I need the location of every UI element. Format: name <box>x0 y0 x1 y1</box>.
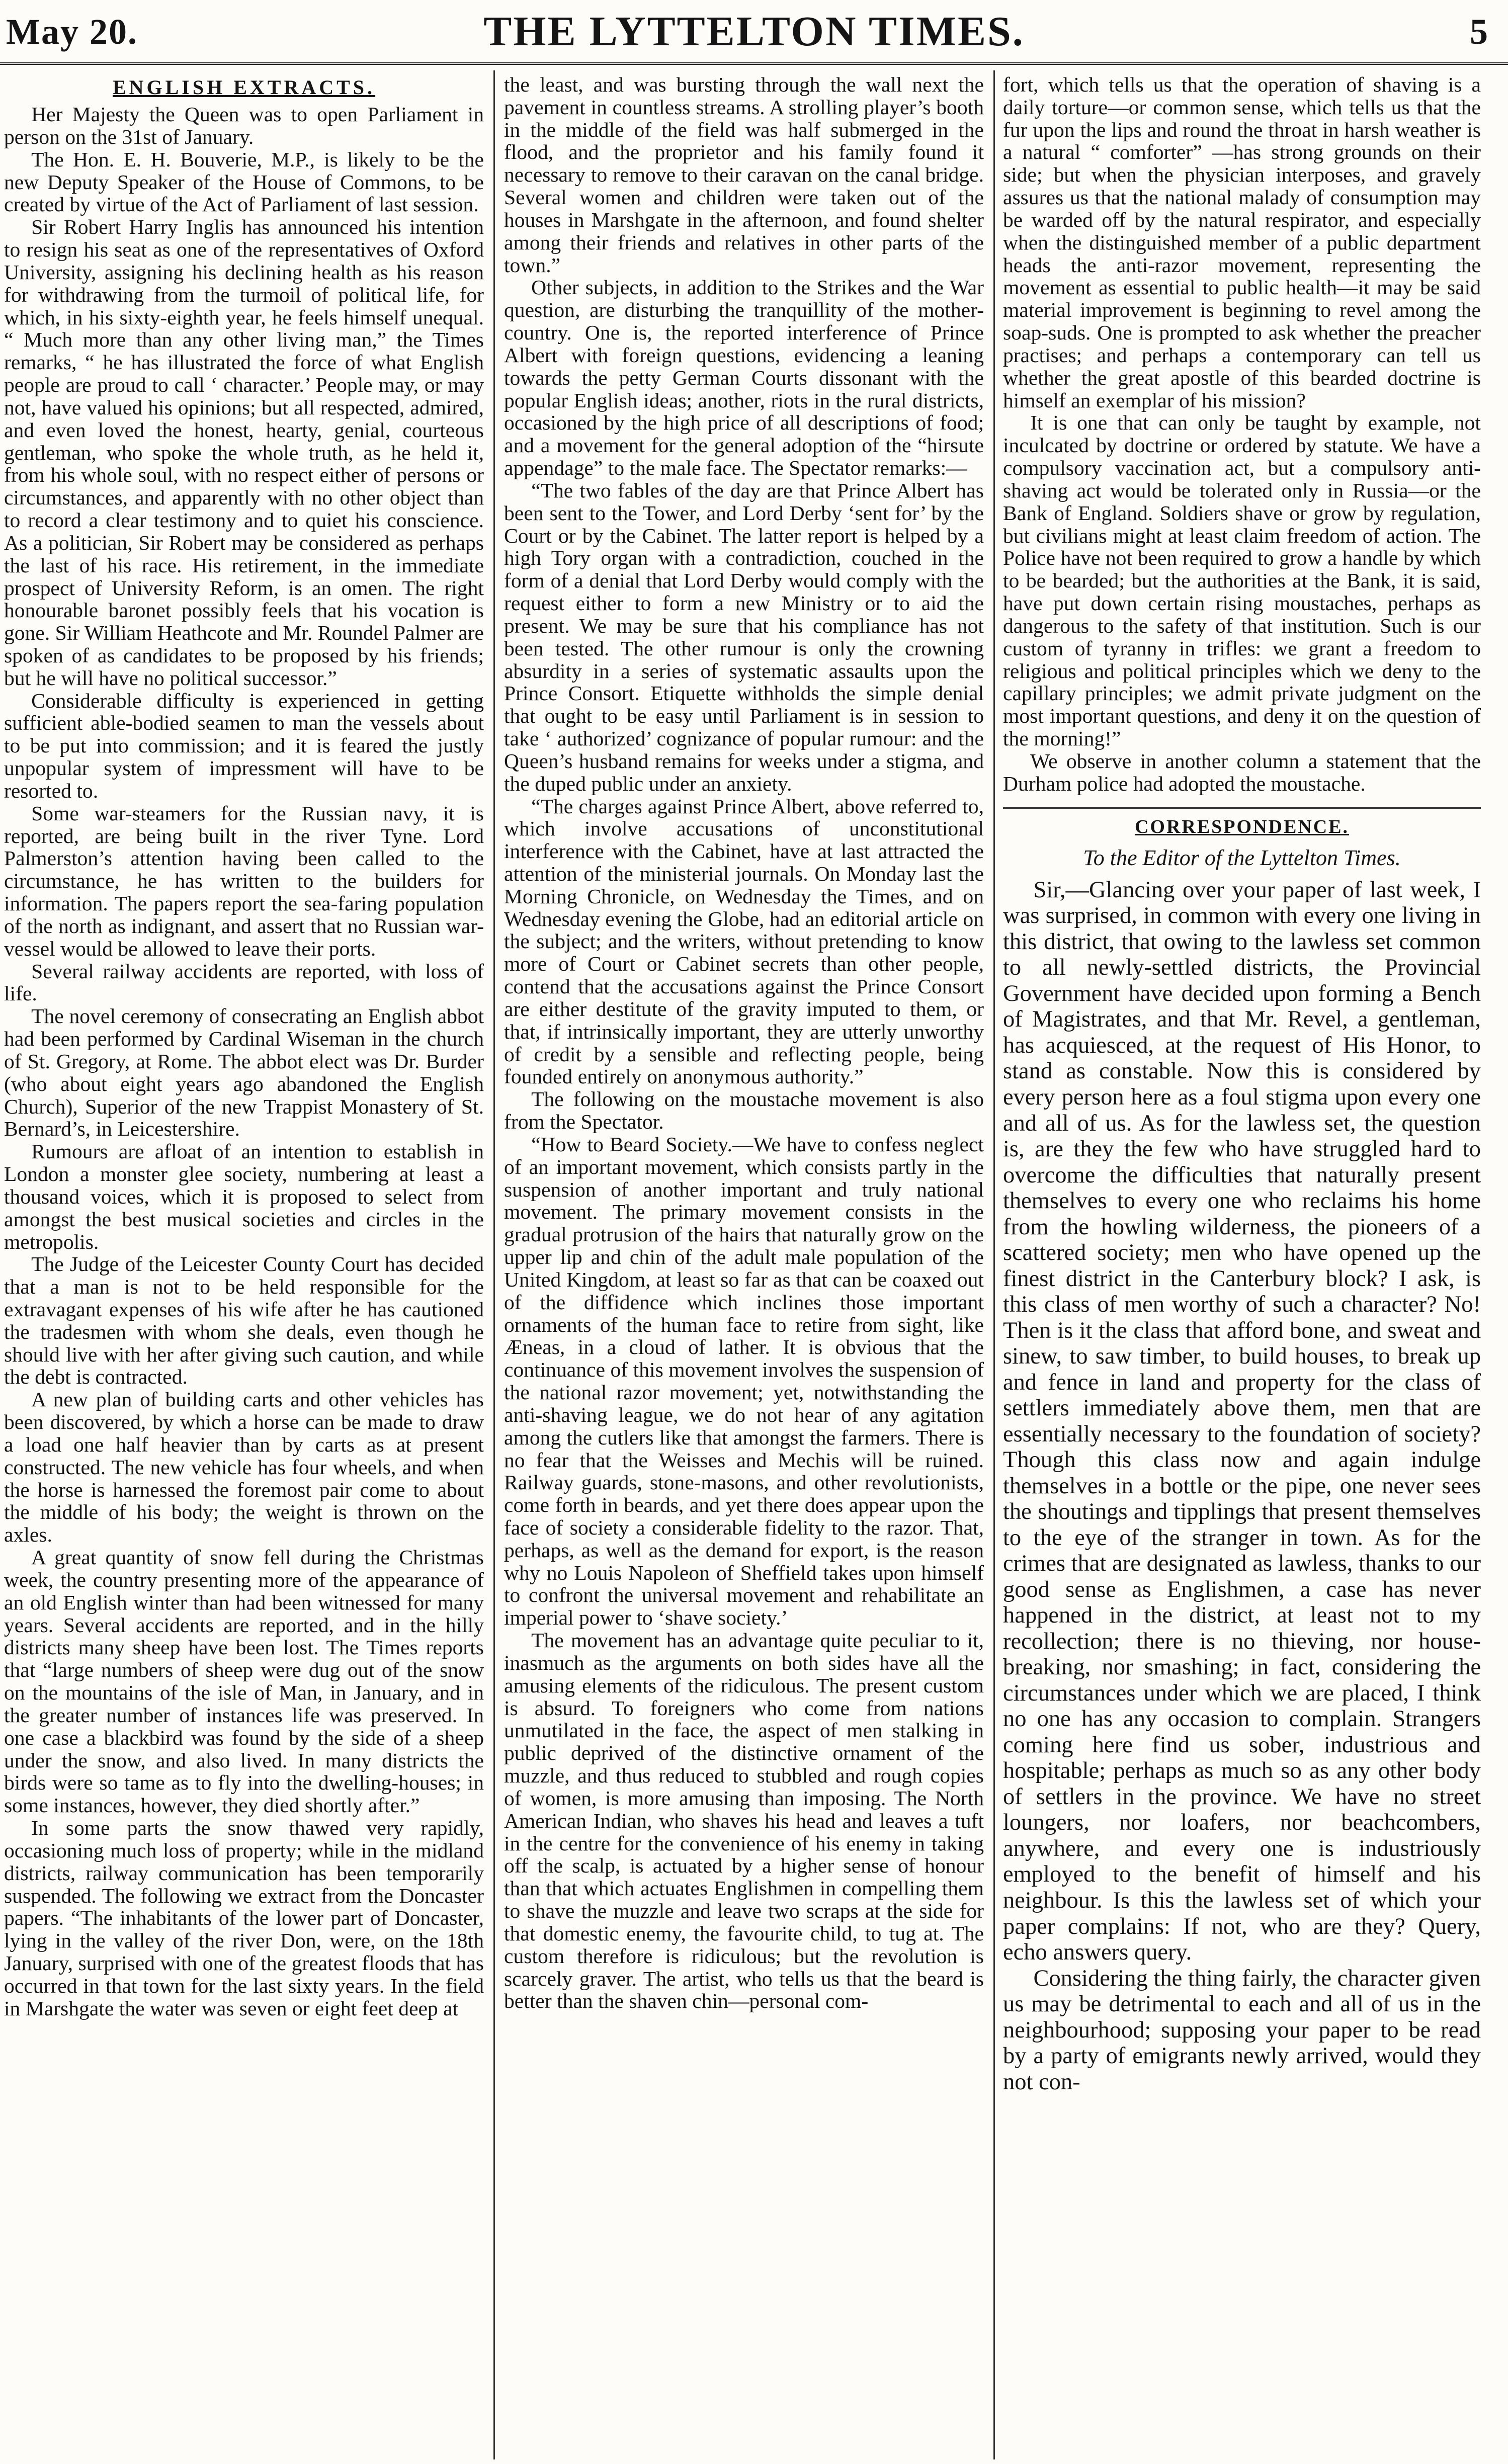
column-2 <box>504 73 984 2457</box>
letter-body <box>1003 877 1481 2095</box>
article-paragraph: fort, which tells us that the operation of shaving is a daily torture—or common sense, which tells us that the fur upon the lips and round the throat in harsh weather is a natural “ comforter” —has strong grounds on their side; but when the physician interposes, and gravely assures us that the national malady of consumption may be warded off by the natural respirator, and especially when the distinguished member of a public department heads the anti-razor movement, representing the movement as essential to public health—it may be said material improvement is beginning to revel among the soap-suds. One is prompted to ask whether the preacher practises; and perhaps a contemporary can tell us whether the great apostle of this bearded doctrine is himself an exemplar of his mission? <box>1003 73 1481 412</box>
section-heading-correspondence: CORRESPONDENCE. <box>1134 816 1350 837</box>
letter-paragraph: Sir,—Glancing over your paper of last week, I was surprised, in common with every one living in this district, that owing to the lawless set common to all newly-settled districts, the Provincial Government have decided upon forming a Bench of Magistrates, and that Mr. Revel, a gentleman, has acquiesced, at the request of His Honor, to stand as constable. Now this is considered by every person here as a foul stigma upon every one and all of us. As for the lawless set, the question is, are they the few who have struggled hard to overcome the difficulties that naturally present themselves to every one who reclaims his home from the howling wilderness, the pioneers of a scattered society; men who have opened up the finest district in the Canterbury block? I ask, is this class of men worthy of such a character? No! Then is it the class that afford bone, and sweat and sinew, to saw timber, to build houses, to break up and fence in land and property for the class of settlers immediately above them, men that are essentially necessary to the foundation of society? Though this class now and again indulge themselves in a bottle or the pipe, one never sees the shoutings and tipplings that present themselves to the eye of the stranger in town. As for the crimes that are designated as lawless, thanks to our good sense as Englishmen, a case has never happened in the district, at least not to my recollection; there is no thieving, nor house-breaking, nor smashing; in fact, considering the circumstances under which we are placed, I think no one has any occasion to complain. Strangers coming here find us sober, industrious and hospitable; perhaps as much so as any other body of settlers in the province. We have no street loungers, nor loafers, nor beachcombers, anywhere, and every one is industriously employed to the benefit of himself and his neighbour. Is this the lawless set of which your paper complains: If not, who are they? Query, echo answers query. <box>1003 877 1481 1966</box>
section-divider <box>1003 807 1481 809</box>
column-divider <box>493 70 495 2459</box>
article-paragraph: “The charges against Prince Albert, above referred to, which involve accusations of unconstitutional interference with the Cabinet, have at last attracted the attention of the ministerial journals. On Monday last the Morning Chronicle, on Wednesday the Times, and on Wednesday evening the Globe, had an editorial article on the subject; and the writers, without pretending to know more of Court or Cabinet secrets than other people, contend that the accusations against the Prince Consort are either destitute of the gravity imputed to them, or that, if intrinsically important, they are utterly unworthy of credit by a sensible and reflecting people, being founded entirely on anonymous authority.” <box>504 794 984 1088</box>
article-paragraph: Her Majesty the Queen was to open Parliament in person on the 31st of January. <box>4 103 484 148</box>
section-heading-english-extracts: ENGLISH EXTRACTS. <box>112 76 376 99</box>
letter-paragraph: Considering the thing fairly, the character given us may be detrimental to each and all of us in the neighbourhood; supposing your paper to be read by a party of emigrants newly arrived, would they not con- <box>1003 1965 1481 2095</box>
article-paragraph: Sir Robert Harry Inglis has announced his intention to resign his seat as one of the representatives of Oxford University, assigning his declining health as his reason for withdrawing from the turmoil of political life, for which, in his sixty-eighth year, he feels himself unequal. “ Much more than any other living man,” the Times remarks, “ he has illustrated the force of what English people are proud to call ‘ character.’ People may, or may not, have valued his opinions; but all respected, admired, and even loved the honest, hearty, genial, courteous gentleman, who spoke the whole truth, as he held it, from his whole soul, with no respect either of persons or circumstances, and apparently with no other object than to record a clear testimony and to quiet his conscience. As a politician, Sir Robert may be considered as perhaps the last of his race. His retirement, in the immediate prospect of University Reform, is an omen. The right honourable baronet possibly feels that his vocation is gone. Sir William Heathcote and Mr. Roundel Palmer are spoken of as candidates to be proposed by his friends; but he will have no political successor.” <box>4 215 484 690</box>
column-divider <box>993 70 995 2459</box>
column-3 <box>1003 73 1481 2457</box>
article-paragraph: Considerable difficulty is experienced in getting sufficient able-bodied seamen to man the vessels about to be put into commission; and it is feared the justly unpopular system of impressment will have to be resorted to. <box>4 689 484 802</box>
masthead <box>0 0 1508 65</box>
article-paragraph: The movement has an advantage quite peculiar to it, inasmuch as the arguments on both sides have all the amusing elements of the ridiculous. The present custom is absurd. To foreigners who come from nations unmutilated in the face, the aspect of men stalking in public deprived of the distinctive ornament of the muzzle, and thus reduced to stubbled and rough copies of women, is more amusing than imposing. The North American Indian, who shaves his head and leaves a tuft in the centre for the convenience of his enemy in taking off the scalp, is actuated by a higher sense of honour than that which actuates Englishmen in compelling them to shave the muzzle and leave two scraps at the side for that domestic enemy, the favourite child, to tug at. The custom therefore is ridiculous; but the revolution is scarcely graver. The artist, who tells us that the beard is better than the shaven chin—personal com- <box>504 1629 984 2013</box>
article-paragraph: Several railway accidents are reported, with loss of life. <box>4 959 484 1005</box>
article-paragraph: The Judge of the Leicester County Court has decided that a man is not to be held responsible for the extravagant expenses of his wife after he has cautioned the tradesmen with whom she deals, even though he should live with her after giving such caution, and while the debt is contracted. <box>4 1252 484 1389</box>
article-paragraph: “How to Beard Society.—We have to confess neglect of an important movement, which consists partly in the suspension of another important and truly national movement. The primary movement consists in the gradual protrusion of the hairs that naturally grow on the upper lip and chin of the adult male population of the United Kingdom, at least so far as that can be coaxed out of the diffidence which inclines those important ornaments of the human face to retire from sight, like Æneas, in a cloud of lather. It is obvious that the continuance of this movement involves the suspension of the national razor movement; yet, notwithstanding the anti-shaving league, we do not hear of any agitation among the cutlers like that amongst the farmers. There is no fear that the Weisses and Mechis will be ruined. Railway guards, stone-masons, and other revolutionists, come forth in beards, and yet there does appear upon the face of society a considerable fidelity to the razor. That, perhaps, as well as the demand for export, is the reason why no Louis Napoleon of Sheffield takes upon himself to confront the universal movement and rehabilitate an imperial power to ‘shave society.’ <box>504 1132 984 1630</box>
article-paragraph: Rumours are afloat of an intention to establish in London a monster glee society, numbering at least a thousand voices, which it is proposed to select from amongst the best musical societies and circles in the metropolis. <box>4 1140 484 1253</box>
letter-salutation: To the Editor of the Lyttelton Times. <box>1083 845 1401 871</box>
article-paragraph: In some parts the snow thawed very rapidly, occasioning much loss of property; while in the midland districts, railway communication has been temporarily suspended. The following we extract from the Doncaster papers. “The inhabitants of the lower part of Doncaster, lying in the valley of the river Don, were, on the 18th January, surprised with one of the greatest floods that has occurred in that town for the last sixty years. In the field in Marshgate the water was seven or eight feet deep at <box>4 1816 484 2020</box>
article-paragraph: The following on the moustache movement is also from the Spectator. <box>504 1087 984 1134</box>
article-paragraph: The Hon. E. H. Bouverie, M.P., is likely to be the new Deputy Speaker of the House of Commons, to be created by virtue of the Act of Parliament of last session. <box>4 147 484 216</box>
article-paragraph: Other subjects, in addition to the Strikes and the War question, are disturbing the tranquillity of the mother-country. One is, the reported interference of Prince Albert with foreign questions, evidencing a leaning towards the petty German Courts dissonant with the popular English ideas; another, riots in the rural districts, occasioned by the high price of all descriptions of food; and a movement for the general adoption of the “hirsute appendage” to the male face. The Spectator remarks:— <box>504 276 984 480</box>
newspaper-title: THE LYTTELTON TIMES. <box>483 8 1025 55</box>
page-number: 5 <box>1470 12 1488 52</box>
masthead-rule <box>0 62 1508 65</box>
article-paragraph: “The two fables of the day are that Prince Albert has been sent to the Tower, and Lord Derby ‘sent for’ by the Court or by the Cabinet. The latter report is helped by a high Tory organ with a contradiction, couched in the form of a denial that Lord Derby would comply with the request either to form a new Ministry or to aid the present. We may be sure that his compliance has not been tested. The other rumour is only the crowning absurdity in a series of systematic assaults upon the Prince Consort. Etiquette withholds the simple denial that ought to be easy until Parliament is in session to take ‘ authorized’ cognizance of popular rumour: and the Queen’s husband remains for weeks under a stigma, and the duped public under an anxiety. <box>504 478 984 795</box>
article-paragraph: Some war-steamers for the Russian navy, it is reported, are being built in the river Tyne. Lord Palmerston’s attention having been called to the circumstance, he has written to the builders for information. The papers report the sea-faring population of the north as indignant, and assert that no Russian war-vessel would be allowed to leave their ports. <box>4 801 484 960</box>
column-1 <box>4 73 484 2457</box>
article-paragraph: The novel ceremony of consecrating an English abbot had been performed by Cardinal Wiseman in the church of St. Gregory, at Rome. The abbot elect was Dr. Burder (who about eight years ago abandoned the English Church), Superior of the new Trappist Monastery of St. Bernard’s, in Leicestershire. <box>4 1004 484 1141</box>
article-paragraph: A great quantity of snow fell during the Christmas week, the country presenting more of the appearance of an old English winter than had been witnessed for many years. Several accidents are reported, and in the hilly districts many sheep have been lost. The Times reports that “large numbers of sheep were dug out of the snow on the mountains of the isle of Man, in January, and in the greater number of instances life was preserved. In one case a blackbird was found by the side of a sheep under the snow, and also lived. In many districts the birds were so tame as to fly into the dwelling-houses; in some instances, however, they died shortly after.” <box>4 1546 484 1817</box>
article-paragraph: A new plan of building carts and other vehicles has been discovered, by which a horse can be made to draw a load one half heavier than by carts as at present constructed. The new vehicle has four wheels, and when the horse is harnessed the foremost pair come to about the middle of his body; the weight is thrown on the axles. <box>4 1388 484 1547</box>
article-paragraph: We observe in another column a statement that the Durham police had adopted the moustache. <box>1003 749 1481 795</box>
article-paragraph: the least, and was bursting through the wall next the pavement in countless streams. A strolling player’s booth in the middle of the field was half submerged in the flood, and the proprietor and his family found it necessary to remove to their caravan on the canal bridge. Several women and children were taken out of the houses in Marshgate in the afternoon, and found shelter among their friends and relatives in other parts of the town.” <box>504 73 984 277</box>
issue-date: May 20. <box>6 12 138 52</box>
article-paragraph: It is one that can only be taught by example, not inculcated by doctrine or ordered by statute. We have a compulsory vaccination act, but a compulsory anti-shaving act would be tolerated only in Russia—or the Bank of England. Soldiers shave or grow by regulation, but civilians might at least claim freedom of action. The Police have not been required to grow a handle by which to be bearded; but the authorities at the Bank, it is said, have put down certain rising moustaches, perhaps as dangerous to the safety of that institution. Such is our custom of tyranny in trifles: we grant a freedom to religious and political principles which we deny to the capillary principles; we admit private judgment on the most important questions, and deny it on the question of the morning!” <box>1003 411 1481 750</box>
